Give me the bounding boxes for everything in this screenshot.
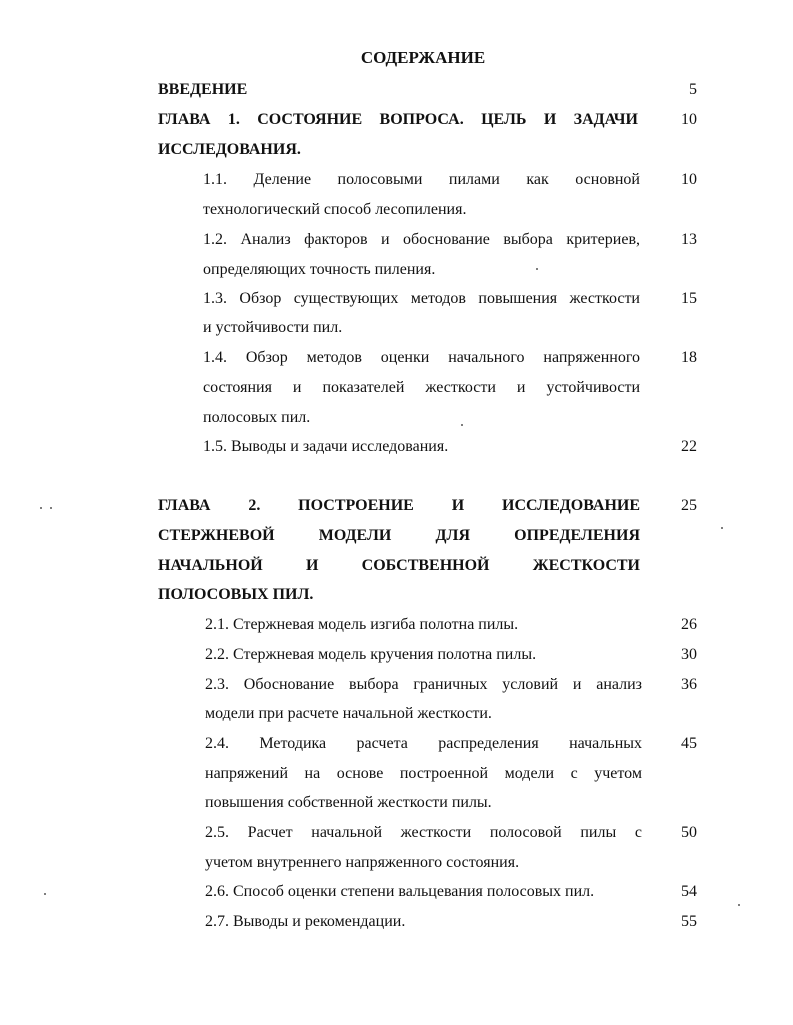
section-line: 2.2. Стержневая модель кручения полотна пилы. <box>205 646 537 663</box>
toc-page-number: 36 <box>681 676 697 693</box>
chapter-heading-line: ПОЛОСОВЫХ ПИЛ. <box>158 586 314 603</box>
section-line: технологический способ лесопиления. <box>203 201 467 218</box>
toc-page-number: 54 <box>681 883 697 900</box>
toc-page-number: 45 <box>681 735 697 752</box>
chapter-heading-line: СТЕРЖНЕВОЙ МОДЕЛИ ДЛЯ ОПРЕДЕЛЕНИЯ <box>158 527 640 544</box>
section-line: 1.1. Деление полосовыми пилами как основной <box>203 171 640 188</box>
section-line: 1.2. Анализ факторов и обоснование выбора критериев, <box>203 231 640 248</box>
section-line: 2.4. Методика расчета распределения начальных <box>205 735 642 752</box>
section-line: 1.5. Выводы и задачи исследования. <box>203 438 449 455</box>
section-line: состояния и показателей жесткости и устойчивости <box>203 379 640 396</box>
section-line: 1.4. Обзор методов оценки начального напряженного <box>203 349 640 366</box>
scan-speck <box>44 893 46 895</box>
scan-speck <box>50 507 52 509</box>
toc-page-number: 30 <box>681 646 697 663</box>
section-line: определяющих точность пиления. <box>203 261 436 278</box>
toc-intro-label: ВВЕДЕНИЕ <box>158 81 248 98</box>
toc-page-number: 50 <box>681 824 697 841</box>
toc-page-number: 10 <box>681 171 697 188</box>
section-line: напряжений на основе построенной модели с учетом <box>205 765 642 782</box>
chapter-heading-line: ГЛАВА 2. ПОСТРОЕНИЕ И ИССЛЕДОВАНИЕ <box>158 497 640 514</box>
chapter-heading-line: НАЧАЛЬНОЙ И СОБСТВЕННОЙ ЖЕСТКОСТИ <box>158 557 640 574</box>
scan-speck <box>40 507 42 509</box>
page-title: СОДЕРЖАНИЕ <box>360 48 486 67</box>
scan-speck <box>738 904 740 906</box>
scan-speck <box>721 527 723 529</box>
section-line: 1.3. Обзор существующих методов повышения жесткости <box>203 290 640 307</box>
section-line: 2.7. Выводы и рекомендации. <box>205 913 406 930</box>
toc-page-number: 15 <box>681 290 697 307</box>
section-line: учетом внутреннего напряженного состояния. <box>205 854 520 871</box>
scan-speck <box>536 268 538 270</box>
chapter-heading-line: ИССЛЕДОВАНИЯ. <box>158 141 301 158</box>
toc-page-number: 10 <box>681 111 697 128</box>
toc-page-number: 55 <box>681 913 697 930</box>
section-line: модели при расчете начальной жесткости. <box>205 705 492 722</box>
toc-page-number: 26 <box>681 616 697 633</box>
section-line: 2.1. Стержневая модель изгиба полотна пилы. <box>205 616 519 633</box>
section-line: 2.3. Обоснование выбора граничных условий и анализ <box>205 676 642 693</box>
chapter-heading-line: ГЛАВА 1. СОСТОЯНИЕ ВОПРОСА. ЦЕЛЬ И ЗАДАЧИ <box>158 111 638 128</box>
toc-page-number: 5 <box>689 81 697 98</box>
section-line: 2.5. Расчет начальной жесткости полосовой пилы с <box>205 824 642 841</box>
toc-page-number: 18 <box>681 349 697 366</box>
section-line: 2.6. Способ оценки степени вальцевания полосовых пил. <box>205 883 595 900</box>
section-line: полосовых пил. <box>203 409 311 426</box>
toc-page-number: 22 <box>681 438 697 455</box>
section-line: и устойчивости пил. <box>203 319 343 336</box>
scan-speck <box>461 424 463 426</box>
section-line: повышения собственной жесткости пилы. <box>205 794 492 811</box>
toc-page-number: 25 <box>681 497 697 514</box>
toc-page-number: 13 <box>681 231 697 248</box>
